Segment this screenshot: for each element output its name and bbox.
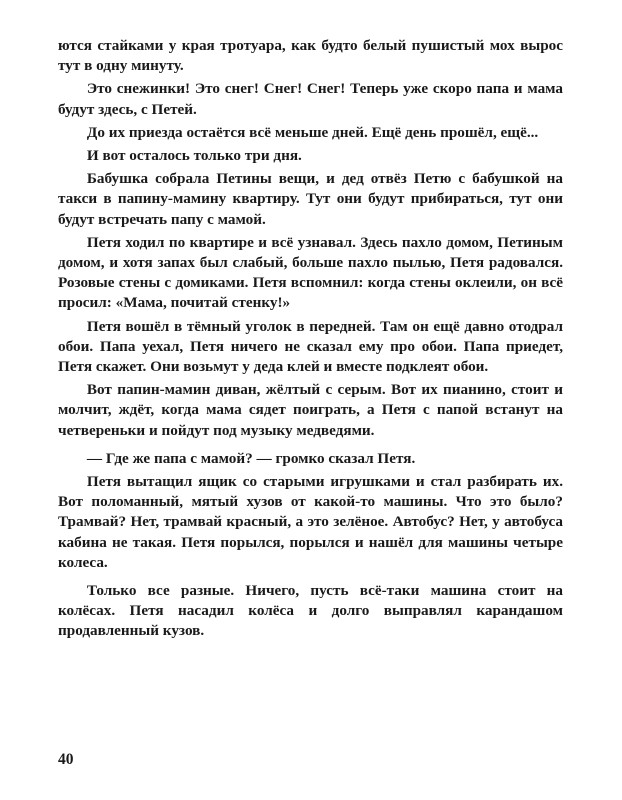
page-number: 40 [58,751,74,768]
page-text [58,36,563,645]
paragraph: Петя вытащил ящик со старыми игрушками и стал разбирать их. Вот поломанный, мятый хузов от какой-то машины. Что это было? Трамвай? Нет, трамвай красный, а это зелёное. Автобус? Нет, у автобуса кабина не такая. Петя порылся, порылся и нашёл для машины четыре колеса. [58,473,563,571]
paragraph-dialogue: — Где же папа с мамой? — громко сказал Петя. [86,449,416,467]
paragraph: Вот папин-мамин диван, жёлтый с серым. Вот их пианино, стоит и молчит, ждёт, когда мама сядет поиграть, а Петя с папой встанут на четвереньки и пойдут под музыку медведями. [58,381,563,439]
paragraph: И вот осталось только три дня. [86,147,302,165]
paragraph: Это снежинки! Это снег! Снег! Снег! Теперь уже скоро папа и мама будут здесь, с Петей. [58,80,563,118]
paragraph: Петя вошёл в тёмный уголок в передней. Там он ещё давно отодрал обои. Папа уехал, Петя ничего не сказал ему про обои. Папа приедет, Петя скажет. Они возьмут у деда клей и вместе подклеят обои. [58,317,563,376]
paragraph: Петя ходил по квартире и всё узнавал. Здесь пахло домом, Петиным домом, и хотя запах был слабый, больше пахло пылью, Петя радовался. Розовые стены с домиками. Петя вспомнил: когда стены оклеили, он всё просил: «Мама, почитай стенку!» [58,233,563,312]
paragraph: ются стайками у края тротуара, как будто белый пушистый мох вырос тут в одну минуту. [58,37,563,75]
paragraph: Только все разные. Ничего, пусть всё-таки машина стоит на колёсах. Петя насадил колёса и долго выправлял карандашом продавленный кузов. [58,582,563,640]
paragraph: Бабушка собрала Петины вещи, и дед отвёз Петю с бабушкой на такси в папину-мамину квартиру. Тут они будут прибираться, тут они будут встречать папу с мамой. [58,170,563,228]
paragraph: До их приезда остаётся всё меньше дней. Ещё день прошёл, ещё... [86,123,539,141]
